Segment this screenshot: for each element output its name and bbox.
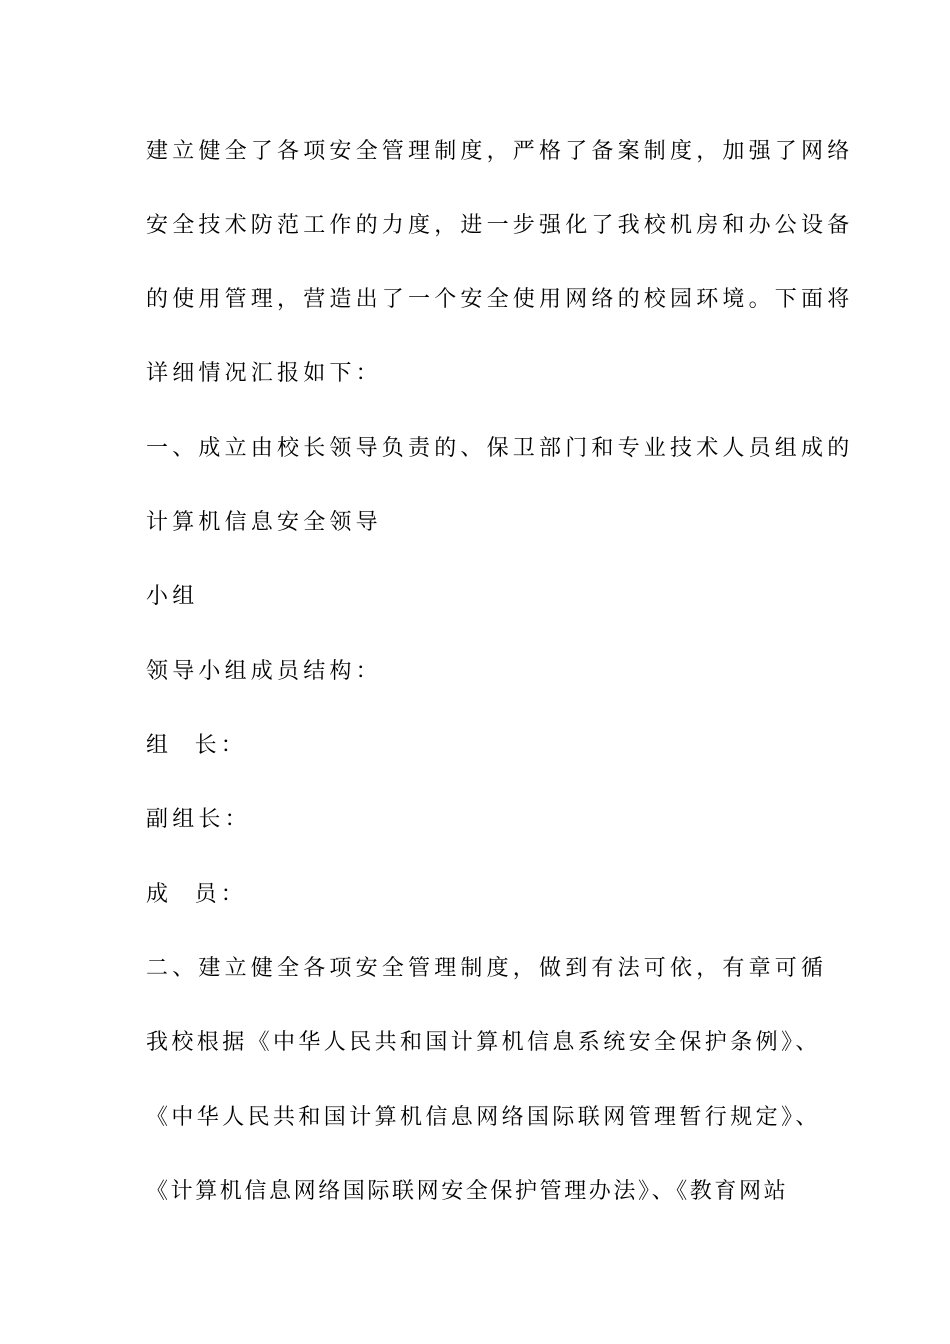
paragraph-line: 《计算机信息网络国际联网安全保护管理办法》、《教育网站 [146,1179,789,1204]
deputy-leader-label: 副组长： [146,807,251,832]
paragraph-line: 的使用管理，营造出了一个安全使用网络的校园环境。下面将 [146,287,854,312]
section-heading-2: 二、建立健全各项安全管理制度，做到有法可依，有章可循 [146,956,828,981]
paragraph-line: 我校根据《中华人民共和国计算机信息系统安全保护条例》、 [146,1030,821,1055]
paragraph-line: 安全技术防范工作的力度，进一步强化了我校机房和办公设备 [146,213,854,238]
paragraph-line: 《中华人民共和国计算机信息网络国际联网管理暂行规定》、 [146,1105,821,1130]
section-heading-1: 一、成立由校长领导负责的、保卫部门和专业技术人员组成的 [146,436,854,461]
group-leader-label: 组 长： [146,733,247,758]
section-heading-1-continued: 小组 [146,584,199,609]
section-heading-1-continued: 计算机信息安全领导 [146,510,382,535]
paragraph-line: 建立健全了各项安全管理制度，严格了备案制度，加强了网络 [146,139,854,164]
paragraph-line: 详细情况汇报如下： [146,361,382,386]
member-structure-label: 领导小组成员结构： [146,659,382,684]
members-label: 成 员： [146,882,247,907]
